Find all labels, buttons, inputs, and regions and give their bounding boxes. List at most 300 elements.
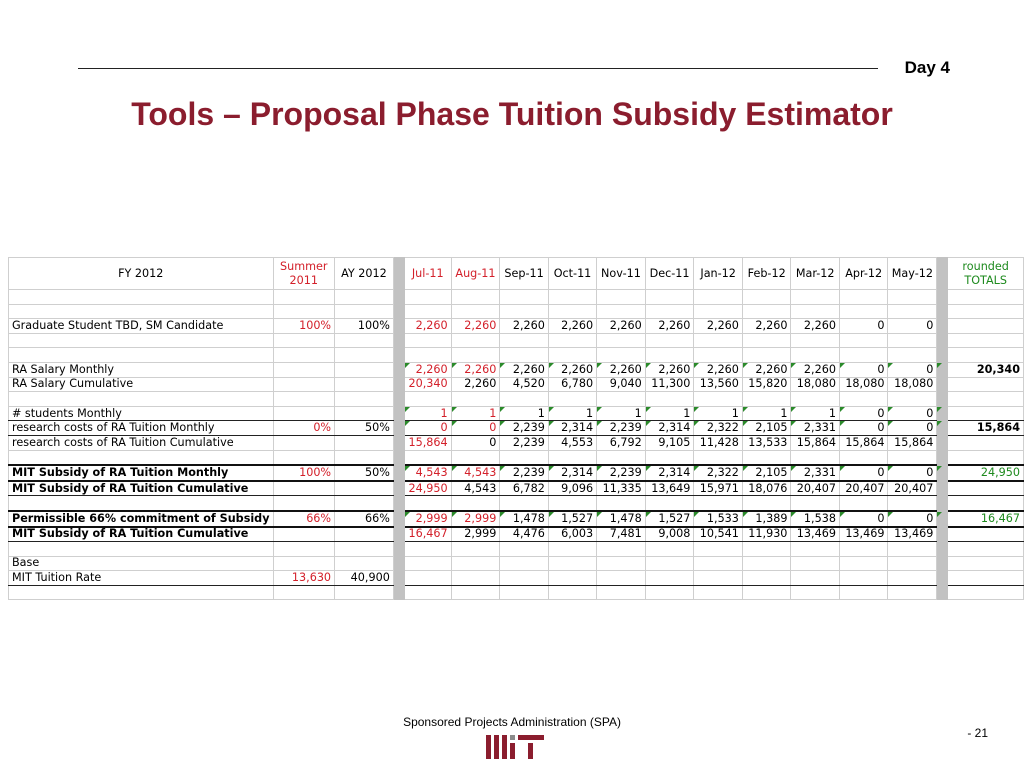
month-cell bbox=[791, 304, 840, 319]
month-cell bbox=[548, 542, 596, 557]
table-row bbox=[9, 304, 1024, 319]
month-cell: 1 bbox=[597, 406, 646, 421]
month-cell bbox=[742, 585, 791, 600]
month-cell bbox=[548, 290, 596, 305]
month-cell bbox=[839, 496, 888, 511]
month-cell: 0 bbox=[451, 421, 500, 436]
summer-cell bbox=[273, 348, 335, 363]
header-month: Mar-12 bbox=[791, 258, 840, 290]
month-cell: 2,322 bbox=[694, 465, 743, 481]
ay-cell: 50% bbox=[335, 465, 394, 481]
table-row bbox=[9, 571, 1024, 586]
total-cell bbox=[948, 319, 1024, 334]
summer-cell bbox=[273, 450, 335, 465]
month-cell: 1,527 bbox=[548, 511, 596, 527]
gap-col bbox=[393, 585, 404, 600]
row-label: research costs of RA Tuition Monthly bbox=[9, 421, 274, 436]
gap-col bbox=[393, 348, 404, 363]
month-cell bbox=[404, 496, 451, 511]
gap-col bbox=[393, 290, 404, 305]
month-cell bbox=[888, 571, 937, 586]
month-cell bbox=[597, 585, 646, 600]
header-summer: Summer 2011 bbox=[273, 258, 335, 290]
summer-cell: 0% bbox=[273, 421, 335, 436]
month-cell: 20,407 bbox=[791, 481, 840, 496]
gap-col bbox=[937, 450, 948, 465]
header-month: May-12 bbox=[888, 258, 937, 290]
table-row bbox=[9, 450, 1024, 465]
month-cell bbox=[404, 542, 451, 557]
gap-col bbox=[937, 585, 948, 600]
total-cell: 16,467 bbox=[948, 511, 1024, 527]
month-cell: 2,260 bbox=[404, 362, 451, 377]
table-row bbox=[9, 585, 1024, 600]
month-cell bbox=[451, 450, 500, 465]
month-cell: 11,930 bbox=[742, 527, 791, 542]
month-cell: 2,260 bbox=[500, 362, 549, 377]
month-cell: 2,260 bbox=[791, 319, 840, 334]
month-cell bbox=[791, 571, 840, 586]
month-cell: 2,239 bbox=[500, 435, 549, 450]
month-cell bbox=[451, 556, 500, 571]
gap-col bbox=[937, 571, 948, 586]
month-cell: 0 bbox=[839, 465, 888, 481]
summer-cell bbox=[273, 585, 335, 600]
header-month: Feb-12 bbox=[742, 258, 791, 290]
summer-cell bbox=[273, 542, 335, 557]
header-month: Sep-11 bbox=[500, 258, 549, 290]
month-cell bbox=[742, 571, 791, 586]
table-row bbox=[9, 290, 1024, 305]
header-month: Oct-11 bbox=[548, 258, 596, 290]
table-row bbox=[9, 392, 1024, 407]
month-cell: 6,792 bbox=[597, 435, 646, 450]
ay-cell bbox=[335, 496, 394, 511]
gap-col bbox=[393, 406, 404, 421]
month-cell bbox=[597, 450, 646, 465]
month-cell: 9,040 bbox=[597, 377, 646, 392]
month-cell bbox=[548, 333, 596, 348]
month-cell: 10,541 bbox=[694, 527, 743, 542]
gap-col bbox=[393, 435, 404, 450]
month-cell: 0 bbox=[888, 319, 937, 334]
month-cell bbox=[888, 585, 937, 600]
month-cell: 0 bbox=[888, 362, 937, 377]
month-cell: 9,008 bbox=[645, 527, 694, 542]
month-cell: 20,407 bbox=[888, 481, 937, 496]
month-cell: 0 bbox=[839, 362, 888, 377]
month-cell bbox=[597, 348, 646, 363]
gap-col bbox=[937, 542, 948, 557]
month-cell bbox=[404, 392, 451, 407]
ay-cell bbox=[335, 392, 394, 407]
month-cell: 2,322 bbox=[694, 421, 743, 436]
gap-col bbox=[393, 392, 404, 407]
month-cell bbox=[839, 585, 888, 600]
summer-cell bbox=[273, 333, 335, 348]
month-cell bbox=[451, 585, 500, 600]
month-cell bbox=[742, 348, 791, 363]
total-cell bbox=[948, 290, 1024, 305]
gap-col bbox=[393, 511, 404, 527]
month-cell: 2,260 bbox=[694, 362, 743, 377]
month-cell: 2,260 bbox=[548, 319, 596, 334]
month-cell bbox=[548, 496, 596, 511]
month-cell: 16,467 bbox=[404, 527, 451, 542]
month-cell bbox=[645, 290, 694, 305]
ay-cell bbox=[335, 377, 394, 392]
header-fy: FY 2012 bbox=[9, 258, 274, 290]
gap-col bbox=[393, 527, 404, 542]
table-row bbox=[9, 481, 1024, 496]
month-cell: 15,864 bbox=[404, 435, 451, 450]
gap-col bbox=[393, 258, 404, 290]
day-label: Day 4 bbox=[904, 58, 950, 77]
row-label: research costs of RA Tuition Cumulative bbox=[9, 435, 274, 450]
ay-cell bbox=[335, 435, 394, 450]
header-totals: rounded TOTALS bbox=[948, 258, 1024, 290]
month-cell bbox=[742, 333, 791, 348]
month-cell bbox=[742, 392, 791, 407]
month-cell bbox=[839, 556, 888, 571]
table-row bbox=[9, 319, 1024, 334]
month-cell bbox=[694, 290, 743, 305]
month-cell: 2,260 bbox=[645, 362, 694, 377]
month-cell: 2,260 bbox=[597, 362, 646, 377]
month-cell bbox=[694, 571, 743, 586]
month-cell: 7,481 bbox=[597, 527, 646, 542]
row-label bbox=[9, 542, 274, 557]
table-row bbox=[9, 511, 1024, 527]
row-label bbox=[9, 304, 274, 319]
month-cell: 2,314 bbox=[548, 465, 596, 481]
month-cell bbox=[791, 348, 840, 363]
table-row bbox=[9, 527, 1024, 542]
ay-cell bbox=[335, 333, 394, 348]
month-cell bbox=[839, 392, 888, 407]
month-cell bbox=[694, 348, 743, 363]
month-cell: 0 bbox=[888, 465, 937, 481]
gap-col bbox=[393, 481, 404, 496]
month-cell: 6,782 bbox=[500, 481, 549, 496]
ay-cell bbox=[335, 450, 394, 465]
row-label: MIT Subsidy of RA Tuition Monthly bbox=[9, 465, 274, 481]
row-label bbox=[9, 290, 274, 305]
month-cell: 13,560 bbox=[694, 377, 743, 392]
month-cell: 2,260 bbox=[742, 319, 791, 334]
month-cell: 2,331 bbox=[791, 465, 840, 481]
ay-cell bbox=[335, 362, 394, 377]
slide-title: Tools – Proposal Phase Tuition Subsidy Estimator bbox=[131, 96, 893, 132]
month-cell bbox=[500, 496, 549, 511]
month-cell: 18,080 bbox=[791, 377, 840, 392]
month-cell: 0 bbox=[404, 421, 451, 436]
gap-col bbox=[393, 304, 404, 319]
month-cell: 15,864 bbox=[839, 435, 888, 450]
month-cell: 13,649 bbox=[645, 481, 694, 496]
summer-cell: 66% bbox=[273, 511, 335, 527]
total-cell bbox=[948, 406, 1024, 421]
month-cell bbox=[451, 392, 500, 407]
month-cell bbox=[694, 392, 743, 407]
gap-col bbox=[393, 377, 404, 392]
month-cell bbox=[645, 392, 694, 407]
month-cell bbox=[645, 348, 694, 363]
month-cell: 1,389 bbox=[742, 511, 791, 527]
month-cell bbox=[839, 333, 888, 348]
month-cell: 1 bbox=[500, 406, 549, 421]
month-cell: 20,340 bbox=[404, 377, 451, 392]
gap-col bbox=[937, 556, 948, 571]
month-cell: 1,478 bbox=[597, 511, 646, 527]
month-cell: 2,105 bbox=[742, 421, 791, 436]
month-cell bbox=[791, 585, 840, 600]
month-cell: 0 bbox=[839, 511, 888, 527]
ay-cell: 50% bbox=[335, 421, 394, 436]
month-cell bbox=[451, 348, 500, 363]
month-cell bbox=[404, 304, 451, 319]
gap-col bbox=[937, 362, 948, 377]
month-cell: 11,300 bbox=[645, 377, 694, 392]
month-cell bbox=[500, 556, 549, 571]
month-cell bbox=[645, 496, 694, 511]
month-cell: 18,080 bbox=[839, 377, 888, 392]
month-cell bbox=[645, 304, 694, 319]
table-row bbox=[9, 556, 1024, 571]
row-label bbox=[9, 392, 274, 407]
month-cell bbox=[548, 556, 596, 571]
month-cell bbox=[500, 304, 549, 319]
month-cell bbox=[742, 450, 791, 465]
row-label: Base bbox=[9, 556, 274, 571]
gap-col bbox=[937, 377, 948, 392]
ay-cell: 40,900 bbox=[335, 571, 394, 586]
month-cell bbox=[645, 585, 694, 600]
summer-cell bbox=[273, 556, 335, 571]
ay-cell: 66% bbox=[335, 511, 394, 527]
month-cell: 2,239 bbox=[500, 465, 549, 481]
gap-col bbox=[393, 542, 404, 557]
month-cell: 4,476 bbox=[500, 527, 549, 542]
month-cell: 24,950 bbox=[404, 481, 451, 496]
month-cell bbox=[742, 304, 791, 319]
month-cell: 2,260 bbox=[451, 362, 500, 377]
month-cell: 0 bbox=[839, 406, 888, 421]
gap-col bbox=[393, 496, 404, 511]
month-cell bbox=[645, 571, 694, 586]
month-cell bbox=[839, 290, 888, 305]
month-cell bbox=[597, 556, 646, 571]
month-cell bbox=[742, 290, 791, 305]
month-cell: 2,260 bbox=[694, 319, 743, 334]
gap-col bbox=[393, 421, 404, 436]
summer-cell bbox=[273, 527, 335, 542]
gap-col bbox=[393, 465, 404, 481]
ay-cell bbox=[335, 348, 394, 363]
month-cell bbox=[597, 571, 646, 586]
month-cell: 1 bbox=[404, 406, 451, 421]
month-cell: 15,971 bbox=[694, 481, 743, 496]
month-cell: 9,096 bbox=[548, 481, 596, 496]
month-cell bbox=[500, 450, 549, 465]
month-cell: 1,478 bbox=[500, 511, 549, 527]
month-cell bbox=[888, 542, 937, 557]
summer-cell bbox=[273, 481, 335, 496]
row-label bbox=[9, 450, 274, 465]
month-cell bbox=[404, 556, 451, 571]
month-cell: 0 bbox=[839, 421, 888, 436]
month-cell bbox=[500, 333, 549, 348]
month-cell: 2,260 bbox=[404, 319, 451, 334]
month-cell: 0 bbox=[839, 319, 888, 334]
summer-cell bbox=[273, 435, 335, 450]
header-row bbox=[9, 258, 1024, 290]
row-label: MIT Subsidy of RA Tuition Cumulative bbox=[9, 481, 274, 496]
total-cell bbox=[948, 333, 1024, 348]
table-row bbox=[9, 333, 1024, 348]
header-month: Apr-12 bbox=[839, 258, 888, 290]
month-cell bbox=[839, 450, 888, 465]
month-cell: 18,080 bbox=[888, 377, 937, 392]
header-month: Aug-11 bbox=[451, 258, 500, 290]
ay-cell bbox=[335, 585, 394, 600]
total-cell: 15,864 bbox=[948, 421, 1024, 436]
month-cell bbox=[500, 392, 549, 407]
gap-col bbox=[937, 392, 948, 407]
gap-col bbox=[937, 496, 948, 511]
summer-cell: 13,630 bbox=[273, 571, 335, 586]
row-label bbox=[9, 496, 274, 511]
month-cell: 1 bbox=[645, 406, 694, 421]
month-cell: 2,260 bbox=[500, 319, 549, 334]
summer-cell bbox=[273, 392, 335, 407]
month-cell: 4,553 bbox=[548, 435, 596, 450]
month-cell: 2,260 bbox=[597, 319, 646, 334]
month-cell: 18,076 bbox=[742, 481, 791, 496]
month-cell bbox=[888, 304, 937, 319]
total-cell bbox=[948, 527, 1024, 542]
total-cell bbox=[948, 571, 1024, 586]
month-cell bbox=[548, 392, 596, 407]
month-cell bbox=[548, 304, 596, 319]
month-cell bbox=[888, 290, 937, 305]
month-cell: 6,003 bbox=[548, 527, 596, 542]
summer-cell bbox=[273, 496, 335, 511]
month-cell: 4,520 bbox=[500, 377, 549, 392]
month-cell bbox=[694, 496, 743, 511]
month-cell bbox=[451, 333, 500, 348]
month-cell bbox=[839, 348, 888, 363]
month-cell bbox=[500, 585, 549, 600]
month-cell bbox=[597, 304, 646, 319]
gap-col bbox=[393, 362, 404, 377]
header-month: Dec-11 bbox=[645, 258, 694, 290]
month-cell: 4,543 bbox=[451, 481, 500, 496]
month-cell bbox=[791, 290, 840, 305]
month-cell bbox=[597, 496, 646, 511]
month-cell: 2,239 bbox=[597, 465, 646, 481]
summer-cell bbox=[273, 362, 335, 377]
gap-col bbox=[937, 481, 948, 496]
total-cell bbox=[948, 435, 1024, 450]
month-cell bbox=[500, 348, 549, 363]
gap-col bbox=[937, 348, 948, 363]
month-cell: 0 bbox=[451, 435, 500, 450]
ay-cell bbox=[335, 290, 394, 305]
month-cell bbox=[791, 333, 840, 348]
month-cell bbox=[839, 571, 888, 586]
row-label: RA Salary Cumulative bbox=[9, 377, 274, 392]
row-label bbox=[9, 585, 274, 600]
total-cell bbox=[948, 377, 1024, 392]
month-cell: 2,260 bbox=[791, 362, 840, 377]
header-month: Nov-11 bbox=[597, 258, 646, 290]
gap-col bbox=[937, 511, 948, 527]
month-cell bbox=[548, 585, 596, 600]
month-cell: 4,543 bbox=[451, 465, 500, 481]
month-cell bbox=[451, 304, 500, 319]
month-cell bbox=[548, 571, 596, 586]
gap-col bbox=[393, 556, 404, 571]
month-cell bbox=[404, 290, 451, 305]
month-cell: 2,999 bbox=[451, 511, 500, 527]
month-cell: 1 bbox=[694, 406, 743, 421]
summer-cell bbox=[273, 290, 335, 305]
month-cell bbox=[500, 542, 549, 557]
month-cell bbox=[694, 585, 743, 600]
table-row bbox=[9, 465, 1024, 481]
ay-cell bbox=[335, 304, 394, 319]
month-cell bbox=[694, 333, 743, 348]
tuition-subsidy-spreadsheet bbox=[8, 257, 1024, 600]
month-cell: 0 bbox=[888, 421, 937, 436]
total-cell: 24,950 bbox=[948, 465, 1024, 481]
row-label: MIT Tuition Rate bbox=[9, 571, 274, 586]
total-cell bbox=[948, 585, 1024, 600]
month-cell: 1 bbox=[791, 406, 840, 421]
month-cell: 1 bbox=[548, 406, 596, 421]
gap-col bbox=[393, 450, 404, 465]
month-cell: 20,407 bbox=[839, 481, 888, 496]
gap-col bbox=[393, 571, 404, 586]
month-cell bbox=[694, 556, 743, 571]
header-month: Jul-11 bbox=[404, 258, 451, 290]
gap-col bbox=[393, 333, 404, 348]
total-cell bbox=[948, 392, 1024, 407]
month-cell: 13,469 bbox=[791, 527, 840, 542]
month-cell: 11,335 bbox=[597, 481, 646, 496]
month-cell: 1,527 bbox=[645, 511, 694, 527]
month-cell bbox=[404, 333, 451, 348]
row-label: RA Salary Monthly bbox=[9, 362, 274, 377]
month-cell: 2,105 bbox=[742, 465, 791, 481]
table-row bbox=[9, 496, 1024, 511]
header-ay: AY 2012 bbox=[335, 258, 394, 290]
month-cell: 15,864 bbox=[888, 435, 937, 450]
month-cell: 1,538 bbox=[791, 511, 840, 527]
row-label: MIT Subsidy of RA Tuition Cumulative bbox=[9, 527, 274, 542]
header-month: Jan-12 bbox=[694, 258, 743, 290]
summer-cell: 100% bbox=[273, 465, 335, 481]
month-cell bbox=[404, 348, 451, 363]
month-cell bbox=[791, 496, 840, 511]
table-row bbox=[9, 542, 1024, 557]
month-cell: 0 bbox=[888, 511, 937, 527]
month-cell: 2,314 bbox=[645, 421, 694, 436]
ay-cell bbox=[335, 481, 394, 496]
total-cell bbox=[948, 556, 1024, 571]
month-cell: 0 bbox=[888, 406, 937, 421]
